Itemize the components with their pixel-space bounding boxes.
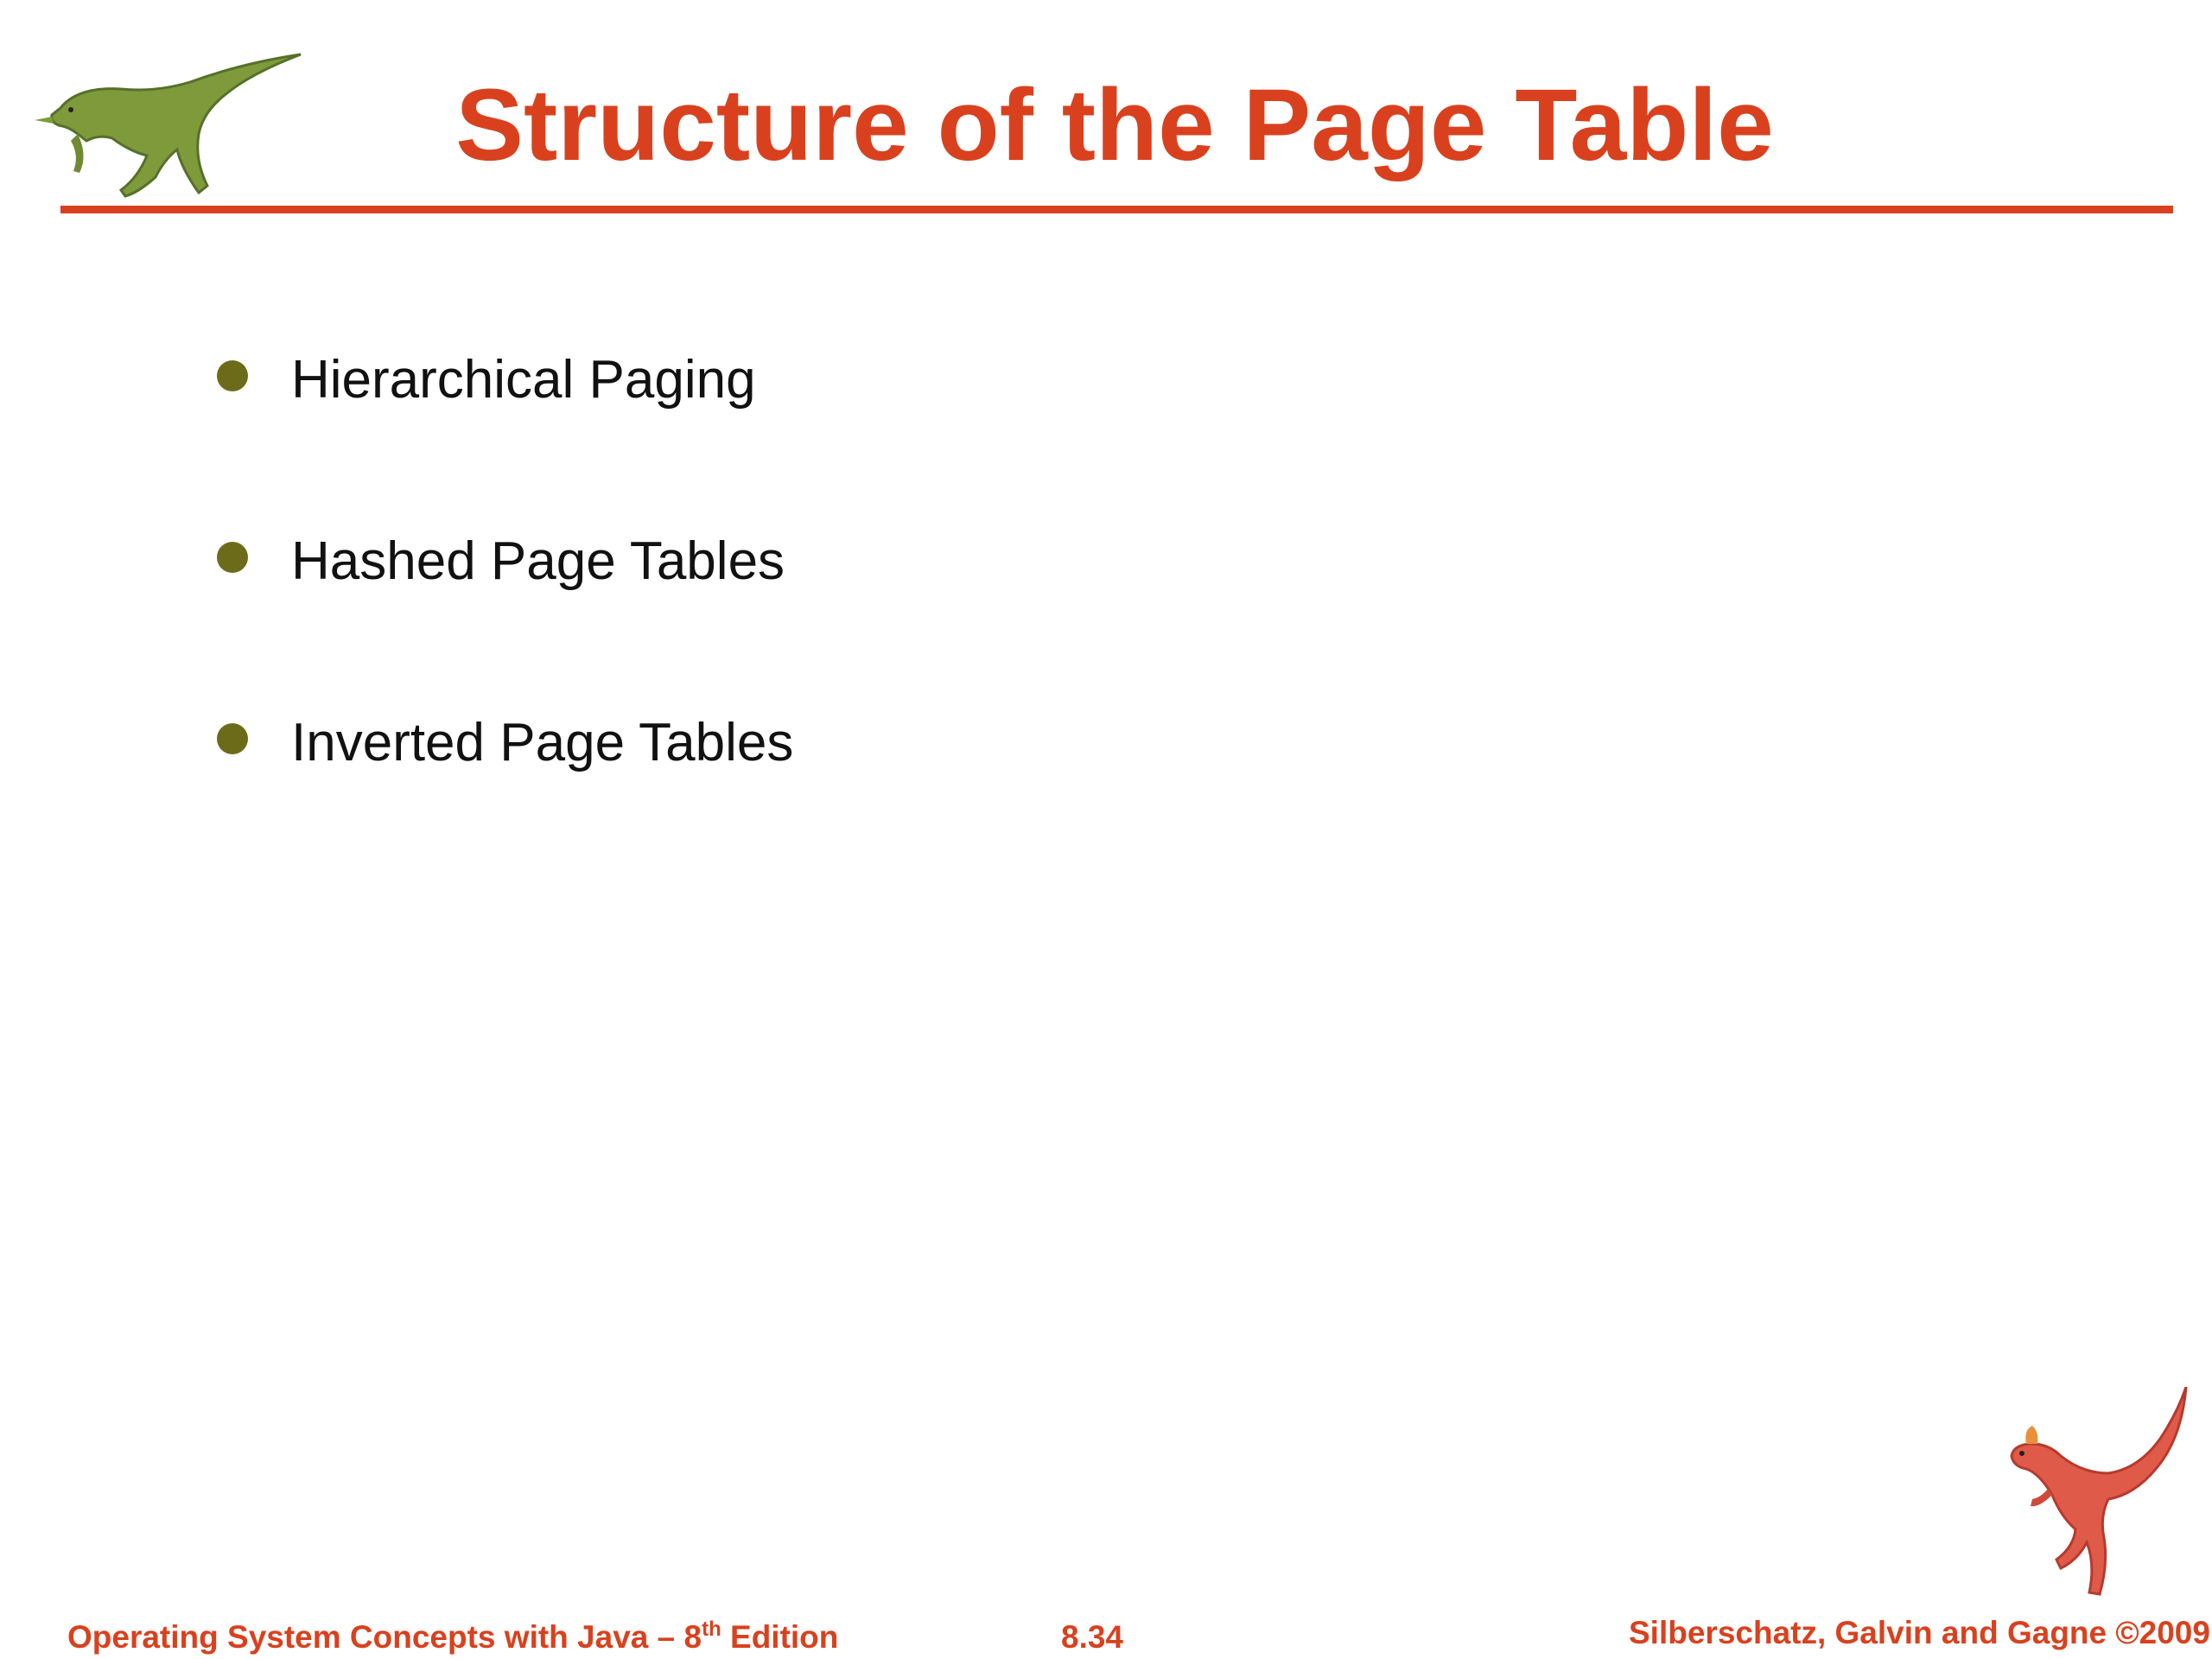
footer-book-sup: th [702,1618,721,1641]
bullet-text: Hierarchical Paging [291,350,756,410]
slide-number: 8.34 [1061,1619,1124,1655]
title-divider [60,206,2173,213]
bullet-text: Inverted Page Tables [291,713,794,772]
footer-book-suffix: Edition [721,1619,839,1655]
footer-authors: Silberschatz, Galvin and Gagne ©2009 [1629,1615,2210,1650]
footer-book-prefix: Operating System Concepts with Java – 8 [67,1619,702,1655]
page-title: Structure of the Page Table [455,68,1774,182]
bullet-icon [217,542,248,573]
red-dinosaur-icon [1979,1387,2195,1611]
footer-book-title [67,1616,838,1659]
bullet-icon [217,360,248,391]
bullet-text: Hashed Page Tables [291,531,785,591]
bullet-icon [217,723,248,754]
